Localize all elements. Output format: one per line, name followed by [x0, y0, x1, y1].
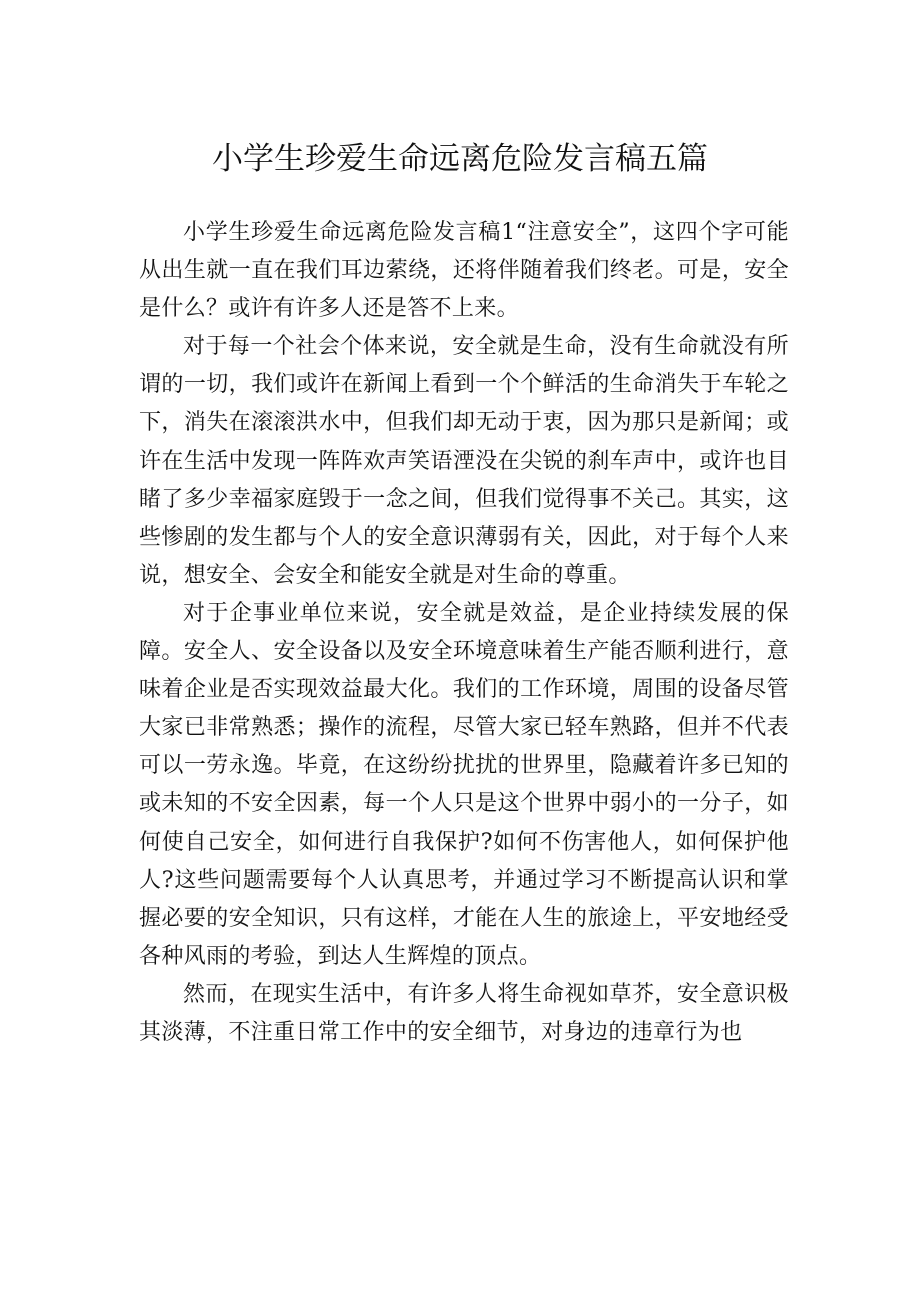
paragraph-4: 然而，在现实生活中，有许多人将生命视如草芥，安全意识极其淡薄，不注重日常工作中的安全细节，对身边的违章行为也	[139, 981, 789, 1045]
document-body	[139, 214, 789, 1052]
document-title: 小学生珍爱生命远离危险发言稿五篇	[212, 140, 708, 177]
paragraph-2: 对于每一个社会个体来说，安全就是生命，没有生命就没有所谓的一切，我们或许在新闻上看到一个个鲜活的生命消失于车轮之下，消失在滚滚洪水中，但我们却无动于衷，因为那只是新闻；或许在生活中发现一阵阵欢声笑语湮没在尖锐的刹车声中，或许也目睹了多少幸福家庭毁于一念之间，但我们觉得事不关己。其实，这些惨剧的发生都与个人的安全意识薄弱有关，因此，对于每个人来说，想安全、会安全和能安全就是对生命的尊重。	[139, 334, 789, 588]
paragraph-3: 对于企事业单位来说，安全就是效益，是企业持续发展的保障。安全人、安全设备以及安全环境意味着生产能否顺利进行，意味着企业是否实现效益最大化。我们的工作环境，周围的设备尽管大家已非常熟悉；操作的流程，尽管大家已轻车熟路，但并不代表可以一劳永逸。毕竟，在这纷纷扰扰的世界里，隐藏着许多已知的或未知的不安全因素，每一个人只是这个世界中弱小的一分子，如何使自己安全，如何进行自我保护?如何不伤害他人，如何保护他人?这些问题需要每个人认真思考，并通过学习不断提高认识和掌握必要的安全知识，只有这样，才能在人生的旅途上，平安地经受各种风雨的考验，到达人生辉煌的顶点。	[139, 600, 789, 969]
paragraph-1: 小学生珍爱生命远离危险发言稿1“注意安全”，这四个字可能从出生就一直在我们耳边萦绕，还将伴随着我们终老。可是，安全是什么？或许有许多人还是答不上来。	[139, 220, 789, 322]
